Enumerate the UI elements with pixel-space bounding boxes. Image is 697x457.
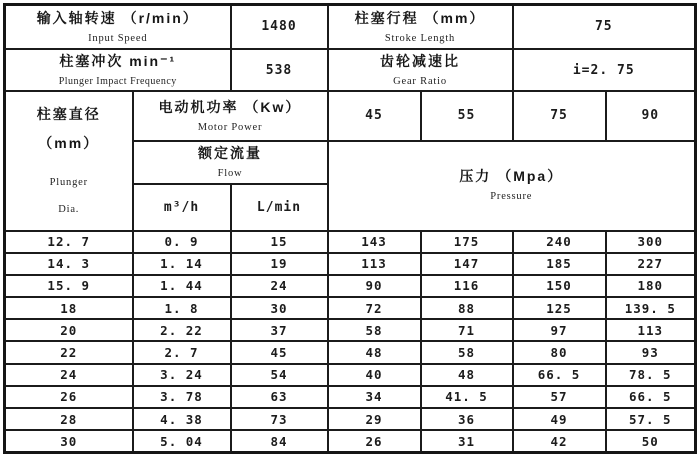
table-row	[5, 408, 696, 430]
data-cell: 1. 14	[133, 253, 231, 275]
data-cell: 240	[513, 231, 606, 253]
data-cell: 300	[606, 231, 696, 253]
data-cell: 4. 38	[133, 408, 231, 430]
data-cell: 88	[421, 297, 513, 319]
data-cell: 24	[5, 364, 133, 386]
data-cell: 18	[5, 297, 133, 319]
data-cell: 93	[606, 341, 696, 363]
data-cell: 31	[421, 430, 513, 452]
data-cell: 2. 7	[133, 341, 231, 363]
data-cell: 66. 5	[513, 364, 606, 386]
data-cell: 66. 5	[606, 386, 696, 408]
plunger-dia-unit: （mm）	[38, 134, 100, 151]
impact-frequency-value: 538	[231, 49, 328, 91]
flow-unit-m3h: m³/h	[133, 184, 231, 230]
data-cell: 24	[231, 275, 328, 297]
header-section	[5, 5, 696, 231]
data-cell: 26	[328, 430, 421, 452]
data-cell: 41. 5	[421, 386, 513, 408]
pump-spec-table	[3, 3, 697, 454]
data-cell: 1. 8	[133, 297, 231, 319]
data-cell: 28	[5, 408, 133, 430]
data-cell: 1. 44	[133, 275, 231, 297]
data-cell: 125	[513, 297, 606, 319]
data-cell: 84	[231, 430, 328, 452]
data-cell: 90	[328, 275, 421, 297]
data-cell: 113	[328, 253, 421, 275]
data-cell: 37	[231, 319, 328, 341]
data-cell: 57	[513, 386, 606, 408]
pressure-header-cell	[328, 141, 696, 231]
impact-frequency-label-en: Plunger Impact Frequency	[58, 76, 177, 88]
data-cell: 34	[328, 386, 421, 408]
data-cell: 48	[421, 364, 513, 386]
table-row	[5, 364, 696, 386]
input-speed-label-en: Input Speed	[88, 32, 148, 44]
data-cell: 2. 22	[133, 319, 231, 341]
data-cell: 26	[5, 386, 133, 408]
data-cell: 14. 3	[5, 253, 133, 275]
stroke-length-label-en: Stroke Length	[384, 32, 456, 44]
plunger-dia-en2: Dia.	[58, 204, 80, 216]
motor-power-en: Motor Power	[197, 121, 263, 133]
data-cell: 58	[421, 341, 513, 363]
row-motor-power	[5, 91, 696, 140]
gear-ratio-label-en: Gear Ratio	[393, 75, 447, 87]
data-cell: 139. 5	[606, 297, 696, 319]
motor-power-value-55: 55	[421, 91, 513, 140]
data-cell: 40	[328, 364, 421, 386]
data-cell: 36	[421, 408, 513, 430]
data-cell: 5. 04	[133, 430, 231, 452]
data-cell: 150	[513, 275, 606, 297]
data-cell: 20	[5, 319, 133, 341]
data-cell: 57. 5	[606, 408, 696, 430]
row-input-speed-stroke	[5, 5, 696, 49]
data-cell: 113	[606, 319, 696, 341]
data-cell: 22	[5, 341, 133, 363]
data-cell: 42	[513, 430, 606, 452]
data-cell: 97	[513, 319, 606, 341]
flow-unit-lmin: L/min	[231, 184, 328, 230]
input-speed-value: 1480	[231, 5, 328, 49]
impact-frequency-label-cell	[5, 49, 231, 91]
plunger-dia-en1: Plunger	[49, 176, 88, 188]
data-cell: 30	[5, 430, 133, 452]
data-cell: 12. 7	[5, 231, 133, 253]
data-cell: 180	[606, 275, 696, 297]
data-cell: 15. 9	[5, 275, 133, 297]
data-cell: 147	[421, 253, 513, 275]
data-cell: 48	[328, 341, 421, 363]
data-cell: 80	[513, 341, 606, 363]
input-speed-label-cell	[5, 5, 231, 49]
data-cell: 63	[231, 386, 328, 408]
data-cell: 50	[606, 430, 696, 452]
data-cell: 54	[231, 364, 328, 386]
motor-power-value-90: 90	[606, 91, 696, 140]
data-cell: 73	[231, 408, 328, 430]
motor-power-zh: 电动机功率 （Kw）	[158, 98, 302, 115]
gear-ratio-value: i=2. 75	[513, 49, 696, 91]
input-speed-label-zh: 输入轴转速 （r/min）	[36, 9, 199, 26]
table-row	[5, 275, 696, 297]
data-cell: 78. 5	[606, 364, 696, 386]
data-cell: 45	[231, 341, 328, 363]
table-row	[5, 297, 696, 319]
pressure-zh: 压力 （Mpa）	[459, 168, 564, 185]
data-cell: 143	[328, 231, 421, 253]
flow-zh: 额定流量	[198, 145, 262, 162]
data-section	[5, 231, 696, 453]
motor-power-value-75: 75	[513, 91, 606, 140]
flow-header-cell	[133, 141, 328, 184]
table-row	[5, 430, 696, 452]
row-impact-gear	[5, 49, 696, 91]
data-cell: 15	[231, 231, 328, 253]
plunger-dia-header-cell	[5, 91, 133, 230]
stroke-length-label-cell	[328, 5, 513, 49]
data-cell: 58	[328, 319, 421, 341]
data-cell: 72	[328, 297, 421, 319]
data-cell: 185	[513, 253, 606, 275]
motor-power-value-45: 45	[328, 91, 421, 140]
table-row	[5, 319, 696, 341]
data-cell: 71	[421, 319, 513, 341]
data-cell: 116	[421, 275, 513, 297]
table-row	[5, 341, 696, 363]
table-row	[5, 231, 696, 253]
impact-frequency-label-zh: 柱塞冲次 min⁻¹	[59, 53, 177, 70]
data-cell: 3. 24	[133, 364, 231, 386]
gear-ratio-label-zh: 齿轮减速比	[380, 52, 460, 69]
pressure-en: Pressure	[490, 191, 533, 203]
stroke-length-label-zh: 柱塞行程 （mm）	[354, 9, 486, 26]
data-cell: 19	[231, 253, 328, 275]
data-cell: 0. 9	[133, 231, 231, 253]
table-row	[5, 386, 696, 408]
gear-ratio-label-cell	[328, 49, 513, 91]
data-cell: 29	[328, 408, 421, 430]
flow-en: Flow	[217, 168, 243, 180]
data-cell: 227	[606, 253, 696, 275]
stroke-length-value: 75	[513, 5, 696, 49]
data-cell: 3. 78	[133, 386, 231, 408]
data-cell: 175	[421, 231, 513, 253]
motor-power-header-cell	[133, 91, 328, 140]
data-cell: 30	[231, 297, 328, 319]
table-row	[5, 253, 696, 275]
plunger-dia-zh: 柱塞直径	[36, 105, 101, 122]
data-cell: 49	[513, 408, 606, 430]
